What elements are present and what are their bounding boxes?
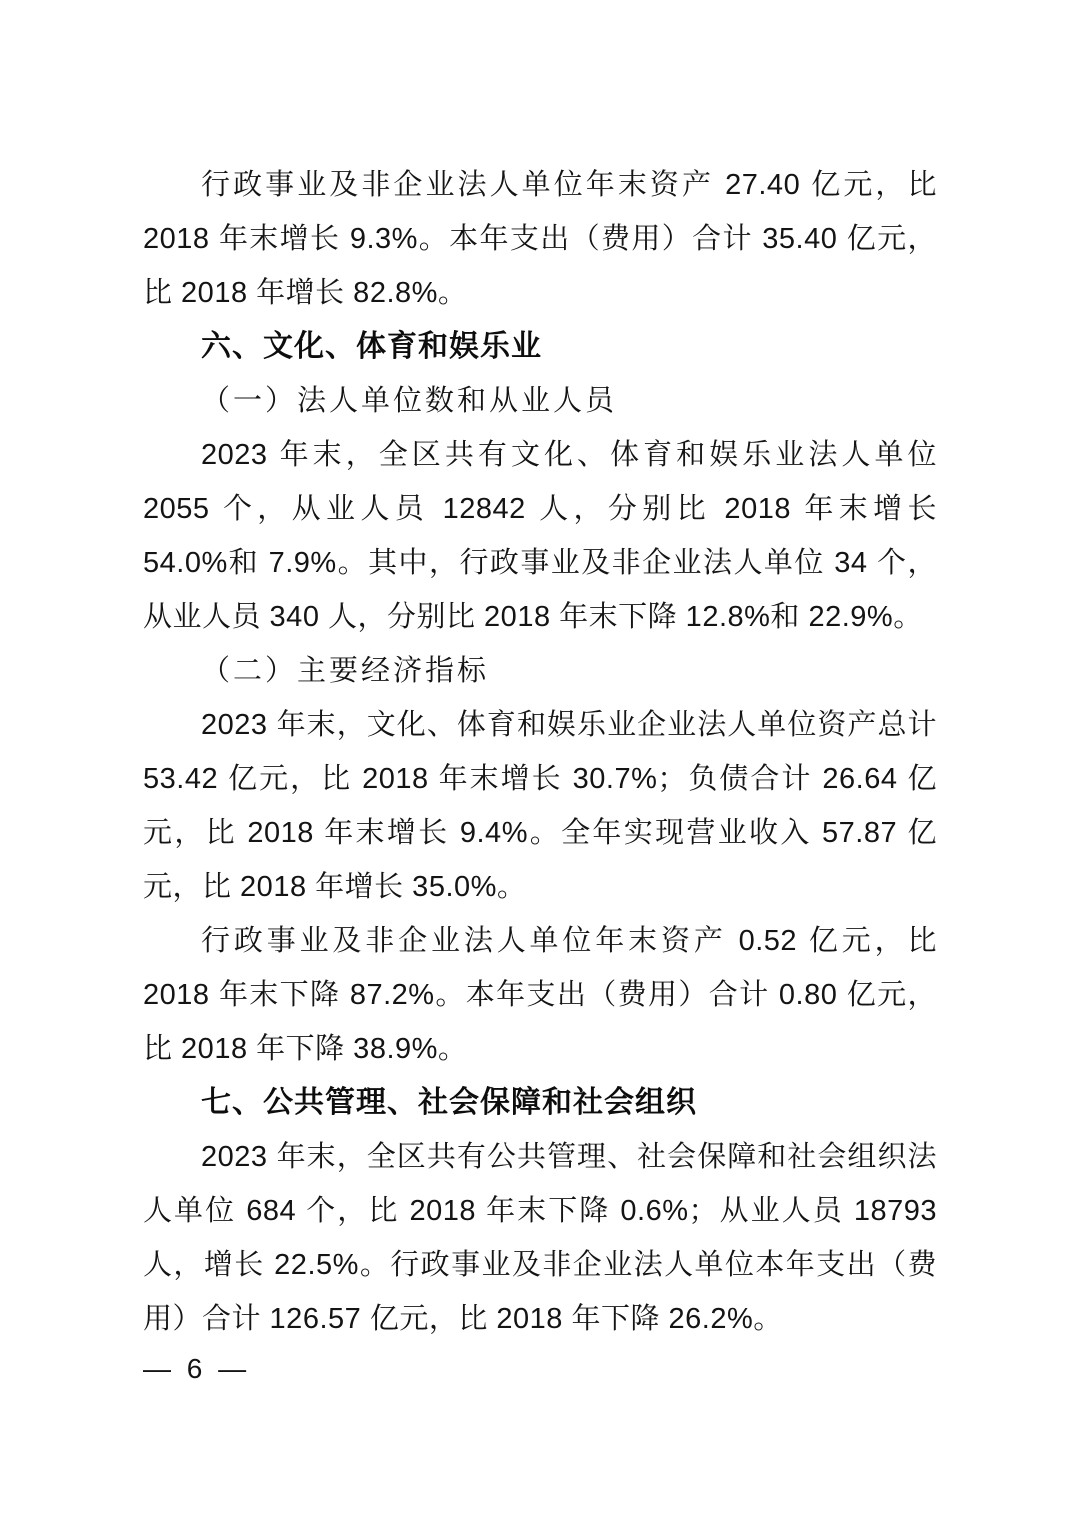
- body-paragraph-public-admin-stats: 2023 年末，全区共有公共管理、社会保障和社会组织法人单位 684 个，比 2018 年末下降 0.6%；从业人员 18793 人，增长 22.5%。行政事业及非企业法人单位本年支出（费用）合计 126.57 亿元，比 2018 年下降 26.2%。: [143, 1141, 937, 1335]
- sub-heading-1-legal-entities-employees: （一）法人单位数和从业人员: [201, 385, 618, 417]
- section-heading-6-culture-sports-entertainment: 六、文化、体育和娱乐业: [201, 330, 542, 363]
- document-body: [143, 158, 937, 1346]
- body-paragraph-culture-entity-counts: 2023 年末，全区共有文化、体育和娱乐业法人单位 2055 个，从业人员 12842 人，分别比 2018 年末增长 54.0%和 7.9%。其中，行政事业及非企业法人单位 34 个，从业人员 340 人，分别比 2018 年末下降 12.8%和 22.9%。: [143, 439, 937, 633]
- body-paragraph-admin-assets-culture: 行政事业及非企业法人单位年末资产 0.52 亿元，比 2018 年末下降 87.2%。本年支出（费用）合计 0.80 亿元，比 2018 年下降 38.9%。: [143, 925, 937, 1065]
- body-paragraph-culture-economic-indicators: 2023 年末，文化、体育和娱乐业企业法人单位资产总计 53.42 亿元，比 2018 年末增长 30.7%；负债合计 26.64 亿元，比 2018 年末增长 9.4%。全年实现营业收入 57.87 亿元，比 2018 年增长 35.0%。: [143, 709, 937, 903]
- section-heading-7-public-admin-social-security: 七、公共管理、社会保障和社会组织: [201, 1086, 697, 1119]
- sub-heading-2-main-economic-indicators: （二）主要经济指标: [201, 655, 490, 687]
- page-number: — 6 —: [143, 1353, 251, 1384]
- body-paragraph-admin-assets-sports: 行政事业及非企业法人单位年末资产 27.40 亿元，比 2018 年末增长 9.3%。本年支出（费用）合计 35.40 亿元，比 2018 年增长 82.8%。: [143, 169, 937, 309]
